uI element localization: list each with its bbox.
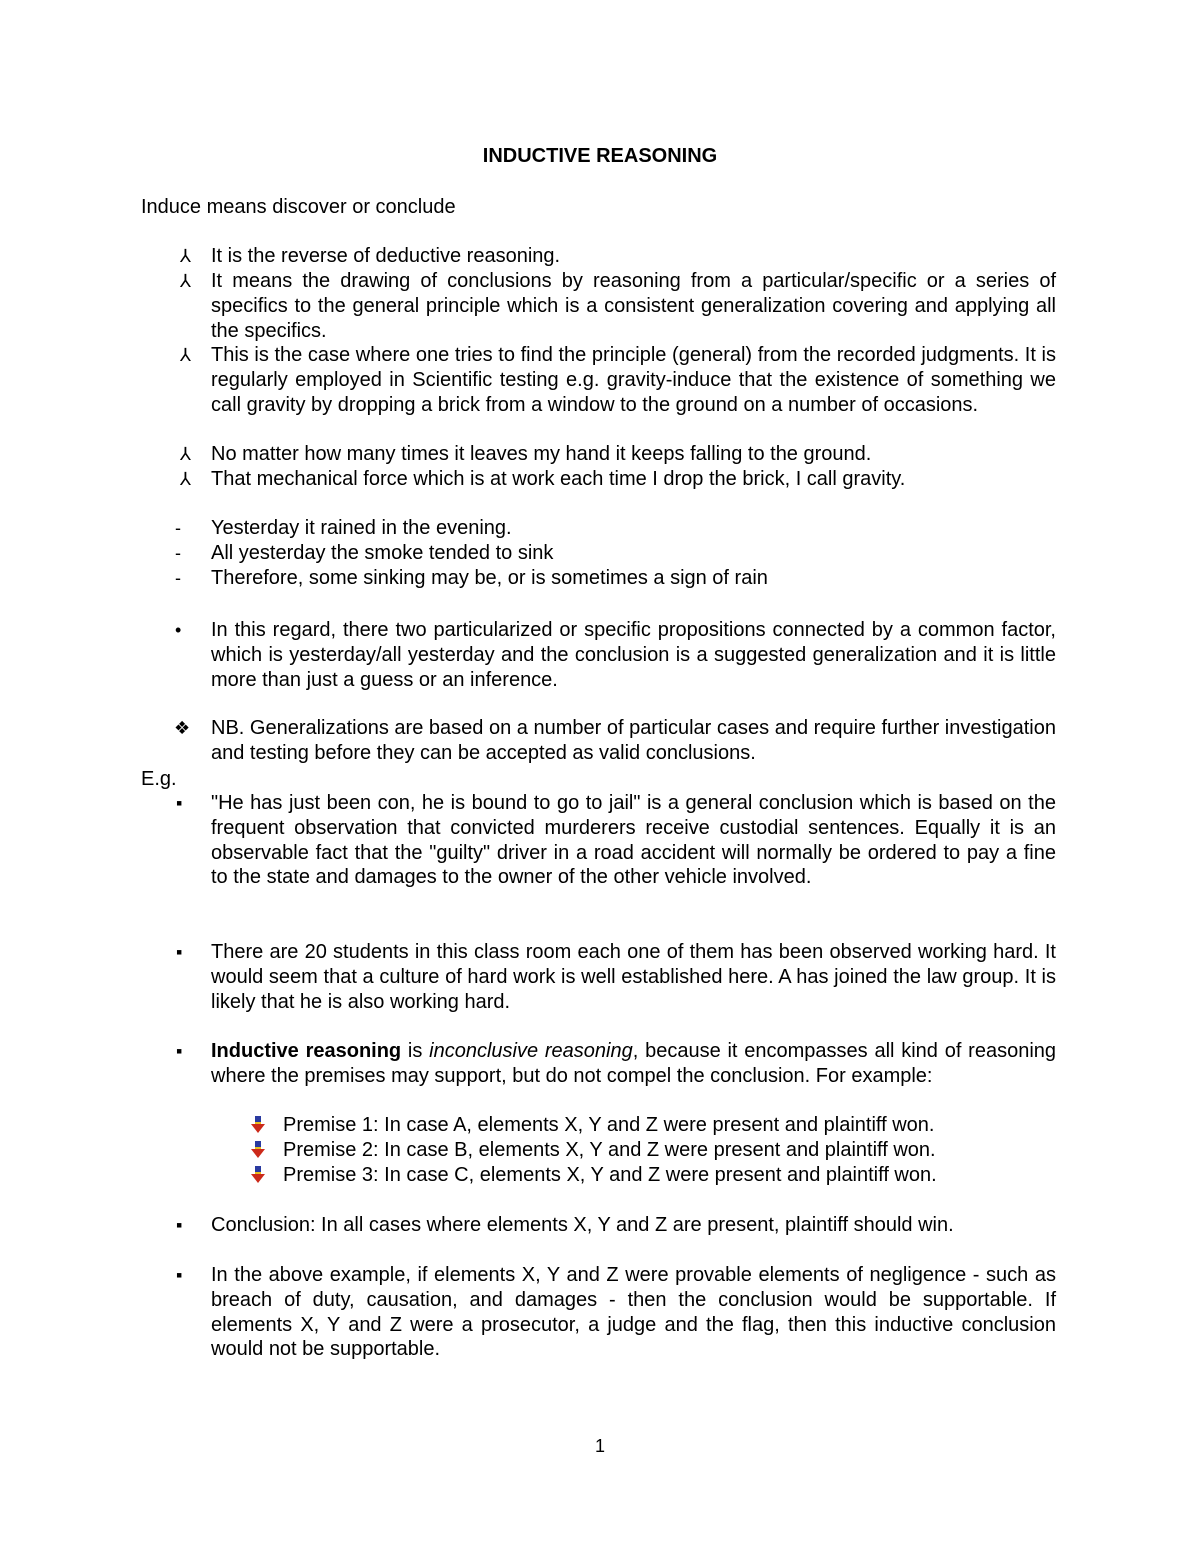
dot-bullet: •	[175, 620, 182, 640]
dash-item-3: Therefore, some sinking may be, or is sometimes a sign of rain	[211, 567, 768, 589]
dash-item-2: All yesterday the smoke tended to sink	[211, 542, 554, 564]
dash-item-1: Yesterday it rained in the evening.	[211, 517, 512, 539]
page-title: INDUCTIVE REASONING	[482, 145, 718, 167]
down-arrow-icon	[250, 1115, 266, 1135]
caret-bullet-icon: ⅄	[180, 246, 191, 266]
intro-line: Induce means discover or conclude	[141, 196, 456, 218]
down-arrow-icon	[250, 1140, 266, 1160]
square-bullet-icon: ▪	[176, 942, 183, 962]
diamond-bullet-icon: ❖	[174, 718, 191, 738]
point-2: It means the drawing of conclusions by reasoning from a particular/specific or a series of specifics to the general principle which is a consistent generalization covering and applying all the specifics.	[211, 270, 1056, 342]
inconclusive-term: inconclusive reasoning	[429, 1040, 633, 1062]
inductive-term: Inductive reasoning	[211, 1040, 402, 1062]
example-1: "He has just been con, he is bound to go to jail" is a general conclusion which is based on the frequent observation that convicted murderers receive custodial sentences. Equally it is an observable fact that the "guilty" driver in a road accident will normally be ordered to pay a fine to the state and damages to the owner of the other vehicle involved.	[211, 792, 1056, 889]
point-1: It is the reverse of deductive reasoning.	[211, 245, 561, 267]
example-2: There are 20 students in this class room each one of them has been observed working hard. It would seem that a culture of hard work is well established here. A has joined the law group. It is likely that he is also working hard.	[211, 941, 1056, 1013]
dash-bullet: -	[175, 518, 181, 538]
premise-1: Premise 1: In case A, elements X, Y and Z were present and plaintiff won.	[283, 1114, 935, 1136]
inductive-rest: , because it encompasses all kind of reasoning where the premises may support, but do not compel the conclusion. For example:	[211, 1040, 1057, 1087]
caret-bullet-icon: ⅄	[180, 345, 191, 365]
caret-bullet-icon: ⅄	[180, 444, 191, 464]
dash-bullet: -	[175, 568, 181, 588]
inductive-is: is	[401, 1040, 430, 1062]
down-arrow-icon	[250, 1165, 266, 1185]
nb-item: NB. Generalizations are based on a number of particular cases and require further investigation and testing before they can be accepted as valid conclusions.	[211, 717, 1056, 764]
point-5: That mechanical force which is at work each time I drop the brick, I call gravity.	[211, 468, 906, 490]
square-bullet-icon: ▪	[176, 1041, 183, 1061]
point-3: This is the case where one tries to find the principle (general) from the recorded judgments. It is regularly employed in Scientific testing e.g. gravity-induce that the existence of something we call gravity by dropping a brick from a window to the ground on a number of occasions.	[211, 344, 1056, 416]
point-4: No matter how many times it leaves my hand it keeps falling to the ground.	[211, 443, 872, 465]
square-bullet-icon: ▪	[176, 1215, 183, 1235]
dash-bullet: -	[175, 543, 181, 563]
square-bullet-icon: ▪	[176, 1265, 183, 1285]
dot-item: In this regard, there two particularized or specific propositions connected by a common factor, which is yesterday/all yesterday and the conclusion is a suggested generalization and it is little more than just a guess or an inference.	[211, 619, 1056, 691]
page-number: 1	[594, 1436, 605, 1456]
conclusion-item: Conclusion: In all cases where elements X, Y and Z are present, plaintiff should win.	[211, 1214, 954, 1236]
caret-bullet-icon: ⅄	[180, 271, 191, 291]
final-example: In the above example, if elements X, Y and Z were provable elements of negligence - such as breach of duty, causation, and damages - then the conclusion would be supportable. If elements X, Y and Z were a prosecutor, a judge and the flag, then this inductive conclusion would not be supportable.	[211, 1264, 1056, 1361]
premise-3: Premise 3: In case C, elements X, Y and Z were present and plaintiff won.	[283, 1164, 937, 1186]
caret-bullet-icon: ⅄	[180, 469, 191, 489]
square-bullet-icon: ▪	[176, 793, 183, 813]
premise-2: Premise 2: In case B, elements X, Y and Z were present and plaintiff won.	[283, 1139, 936, 1161]
inductive-item	[211, 1039, 1056, 1089]
eg-label: E.g.	[141, 768, 177, 790]
